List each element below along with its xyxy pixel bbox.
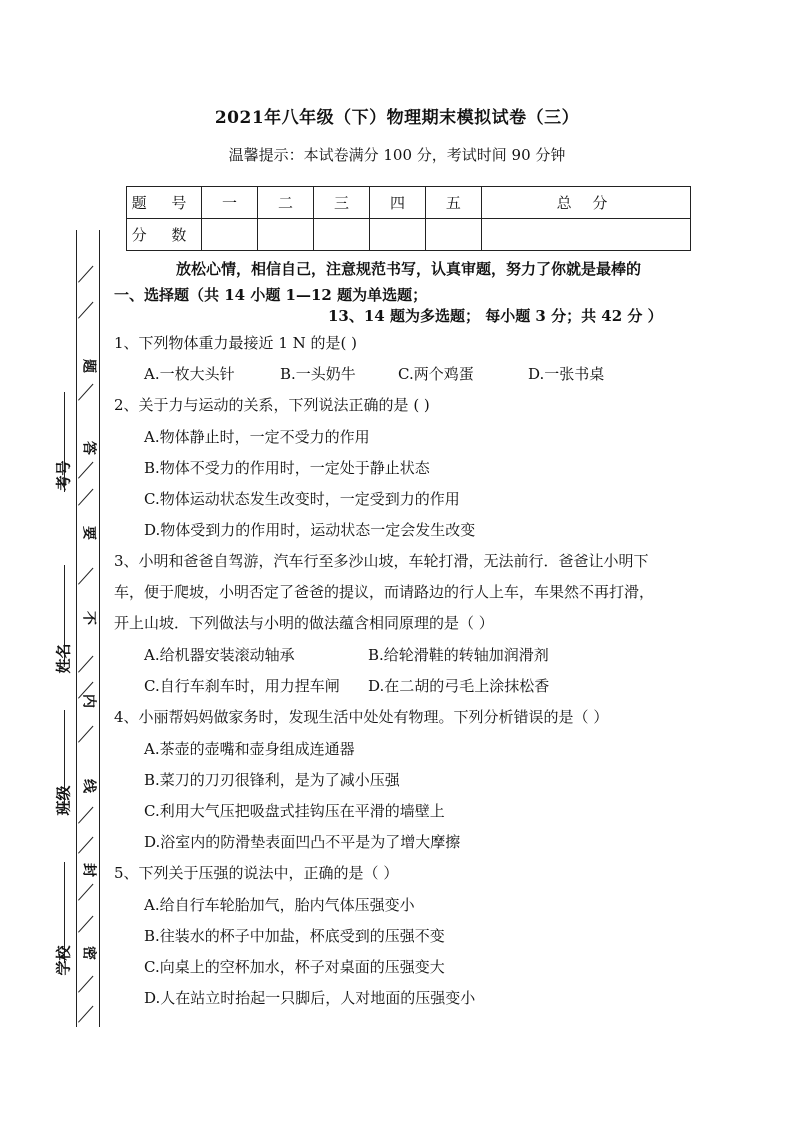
binding-hatch (78, 976, 93, 993)
binding-char: 封 (83, 861, 97, 877)
exam-subtitle: 温馨提示：本试卷满分 100 分，考试时间 90 分钟 (228, 146, 566, 164)
answer-option: B.菜刀的刀刃很锋利，是为了减小压强 (144, 771, 400, 789)
answer-option: C.两个鸡蛋 (398, 365, 474, 383)
binding-hatch (78, 489, 93, 506)
binding-hatch (78, 884, 93, 901)
section-heading: 一、选择题（共 14 小题 1—12 题为单选题； (114, 286, 428, 304)
question-stem: 2、关于力与运动的关系，下列说法正确的是 ( ) (114, 396, 430, 414)
class-label: 班级 (54, 785, 73, 816)
binding-hatch (78, 568, 93, 585)
score-cell[interactable] (257, 219, 313, 251)
answer-option: D.浴室内的防滑垫表面凹凸不平是为了增大摩擦 (144, 833, 461, 851)
score-table-header: 三 (313, 187, 369, 219)
score-table-row-label: 题 号 (127, 187, 202, 219)
score-table-header: 四 (369, 187, 425, 219)
answer-option: A.给机器安装滚动轴承 (144, 646, 295, 664)
binding-char: 内 (83, 692, 97, 708)
binding-char: 要 (83, 524, 97, 540)
score-cell[interactable] (425, 219, 481, 251)
answer-option: B.给轮滑鞋的转轴加润滑剂 (368, 646, 549, 664)
binding-char: 密 (83, 944, 97, 960)
score-cell[interactable] (369, 219, 425, 251)
binding-hatch (78, 384, 93, 401)
answer-option: B.一头奶牛 (280, 365, 356, 383)
binding-hatch (78, 656, 93, 673)
binding-hatch (78, 807, 93, 824)
answer-option: C.利用大气压把吸盘式挂钩压在平滑的墙壁上 (144, 802, 445, 820)
score-table-header: 五 (425, 187, 481, 219)
student-name-label: 姓名 (54, 643, 73, 674)
question-stem: 车，便于爬坡，小明否定了爸爸的提议，而请路边的行人上车，车果然不再打滑， (114, 583, 655, 601)
answer-option: C.物体运动状态发生改变时，一定受到力的作用 (144, 490, 460, 508)
binding-line-left (76, 230, 77, 1027)
binding-char: 线 (83, 777, 97, 793)
score-table-header: 总 分 (481, 187, 690, 219)
answer-option: D.一张书桌 (528, 365, 605, 383)
binding-char: 答 (83, 439, 97, 455)
exam-title: 2021年八年级（下）物理期末模拟试卷（三） (214, 108, 580, 128)
score-table-header-row (127, 187, 691, 219)
answer-option: B.往装水的杯子中加盐，杯底受到的压强不变 (144, 927, 445, 945)
binding-char: 不 (83, 609, 97, 625)
binding-hatch (78, 916, 93, 933)
score-cell[interactable] (313, 219, 369, 251)
question-stem: 3、小明和爸爸自驾游，汽车行至多沙山坡，车轮打滑，无法前行．爸爸让小明下 (114, 552, 649, 570)
binding-line-right (99, 230, 100, 1027)
score-table-score-row (127, 219, 691, 251)
score-table (126, 186, 691, 251)
answer-option: A.茶壶的壶嘴和壶身组成连通器 (144, 740, 355, 758)
score-table-row-label: 分 数 (127, 219, 202, 251)
binding-hatch (78, 462, 93, 479)
question-stem: 4、小丽帮妈妈做家务时，发现生活中处处有物理。下列分析错误的是（ ） (114, 708, 609, 726)
binding-hatch (78, 837, 93, 854)
score-cell[interactable] (481, 219, 690, 251)
binding-hatch (78, 302, 93, 319)
question-stem: 5、下列关于压强的说法中，正确的是（ ） (114, 864, 399, 882)
exam-number-label: 考号 (54, 460, 73, 491)
answer-option: A.物体静止时，一定不受力的作用 (144, 428, 370, 446)
question-stem: 开上山坡．下列做法与小明的做法蕴含相同原理的是（ ） (114, 614, 494, 632)
answer-option: A.一枚大头针 (144, 365, 235, 383)
score-table-header: 一 (202, 187, 258, 219)
motto: 放松心情，相信自己，注意规范书写，认真审题，努力了你就是最棒的 (176, 260, 642, 278)
answer-option: B.物体不受力的作用时，一定处于静止状态 (144, 459, 430, 477)
binding-hatch (78, 266, 93, 283)
binding-char: 题 (83, 357, 97, 373)
score-table-header: 二 (257, 187, 313, 219)
answer-option: A.给自行车轮胎加气，胎内气体压强变小 (144, 896, 415, 914)
answer-option: C.向桌上的空杯加水，杯子对桌面的压强变大 (144, 958, 445, 976)
binding-hatch (78, 726, 93, 743)
answer-option: D.在二胡的弓毛上涂抹松香 (368, 677, 550, 695)
score-cell[interactable] (202, 219, 258, 251)
section-heading-cont: 13、14 题为多选题； 每小题 3 分；共 42 分 ） (328, 307, 663, 325)
answer-option: D.物体受到力的作用时，运动状态一定会发生改变 (144, 521, 476, 539)
answer-option: D.人在站立时抬起一只脚后，人对地面的压强变小 (144, 989, 476, 1007)
school-label: 学校 (54, 945, 73, 976)
answer-option: C.自行车刹车时，用力捏车闸 (144, 677, 340, 695)
binding-hatch (78, 1006, 93, 1023)
question-stem: 1、下列物体重力最接近 1 N 的是( ) (114, 334, 357, 352)
